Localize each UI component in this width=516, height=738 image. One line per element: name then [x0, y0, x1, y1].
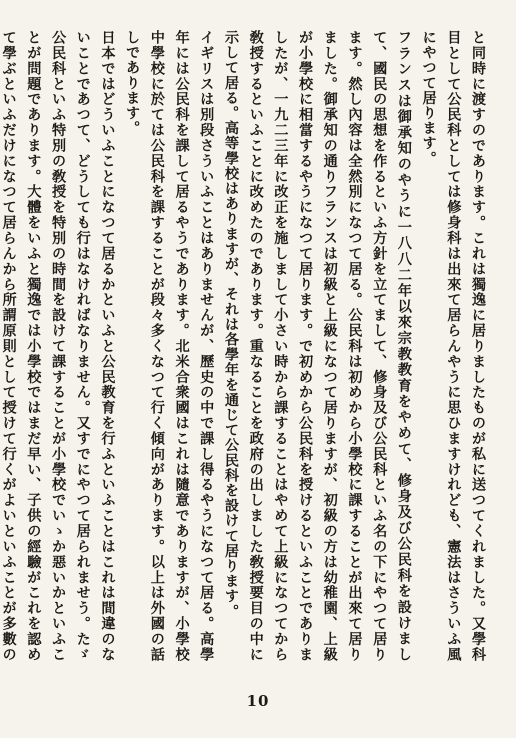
paragraph-england-america: イギリスは別段さういふことはありませんが、歷史の中で課し得るやうになつて居る。高學年には公民科を課して居るやうであります。北米合衆國はこれは隨意でありますが、小學校中學校に於ては公民科を課することが段々多くなつて行く傾向があります。以上は外國の話しであります。: [124, 30, 215, 662]
body-text: [0, 30, 490, 662]
paragraph-germany-continued: と同時に渡すのであります。これは獨逸に居りましたものが私に送つてくれました。又學科目として公民科としては修身科は出來て居らんやうに思ひますけれども、憲法はさういふ風にやつて居ります。: [420, 30, 486, 662]
paragraph-japan: 日本ではどういふことになつて居るかといふと公民教育を行ふといふことはこれは間違のないことであつて、どうしても行はなければなりません。又すでにやつて居られませう。たゞ公民科といふ特別の敎授を特別の時間を設けて課することが小學校でいゝか惡いかといふことが問題であります。大體をいふと獨逸では小學校ではまだ早い、子供の經驗がこれを認めて學ぶといふだけになつて居らんから所謂原則として授けて行くがよいといふことが多數の: [0, 30, 116, 662]
page-number: 10: [246, 692, 270, 710]
paragraph-france: フランスは御承知のやうに一八八二年以來宗教教育をやめて、修身及び公民科を設けまして、國民の思想を作るといふ方針を立てまして、修身及び公民科といふ名の下にやつて居ります。然し內容は全然別になつて居る。公民科は初めから小學校に課することが出來て居りました。御承知の通りフランスは初級と上級になつて居りますが、初級の方は幼稚園、上級が小學校に相當するやうになつて居ります。で初めから公民科を授けるといふことでありましたが、一九二三年に改正を施しまして小さい時から課することはやめて上級になつてから敎授するといふことに改めたのであります。重なることを政府の出しました敎授要目の中に示して居る。高等學校はありますが、それは各學年を通じて公民科を設けて居ります。: [222, 30, 412, 662]
